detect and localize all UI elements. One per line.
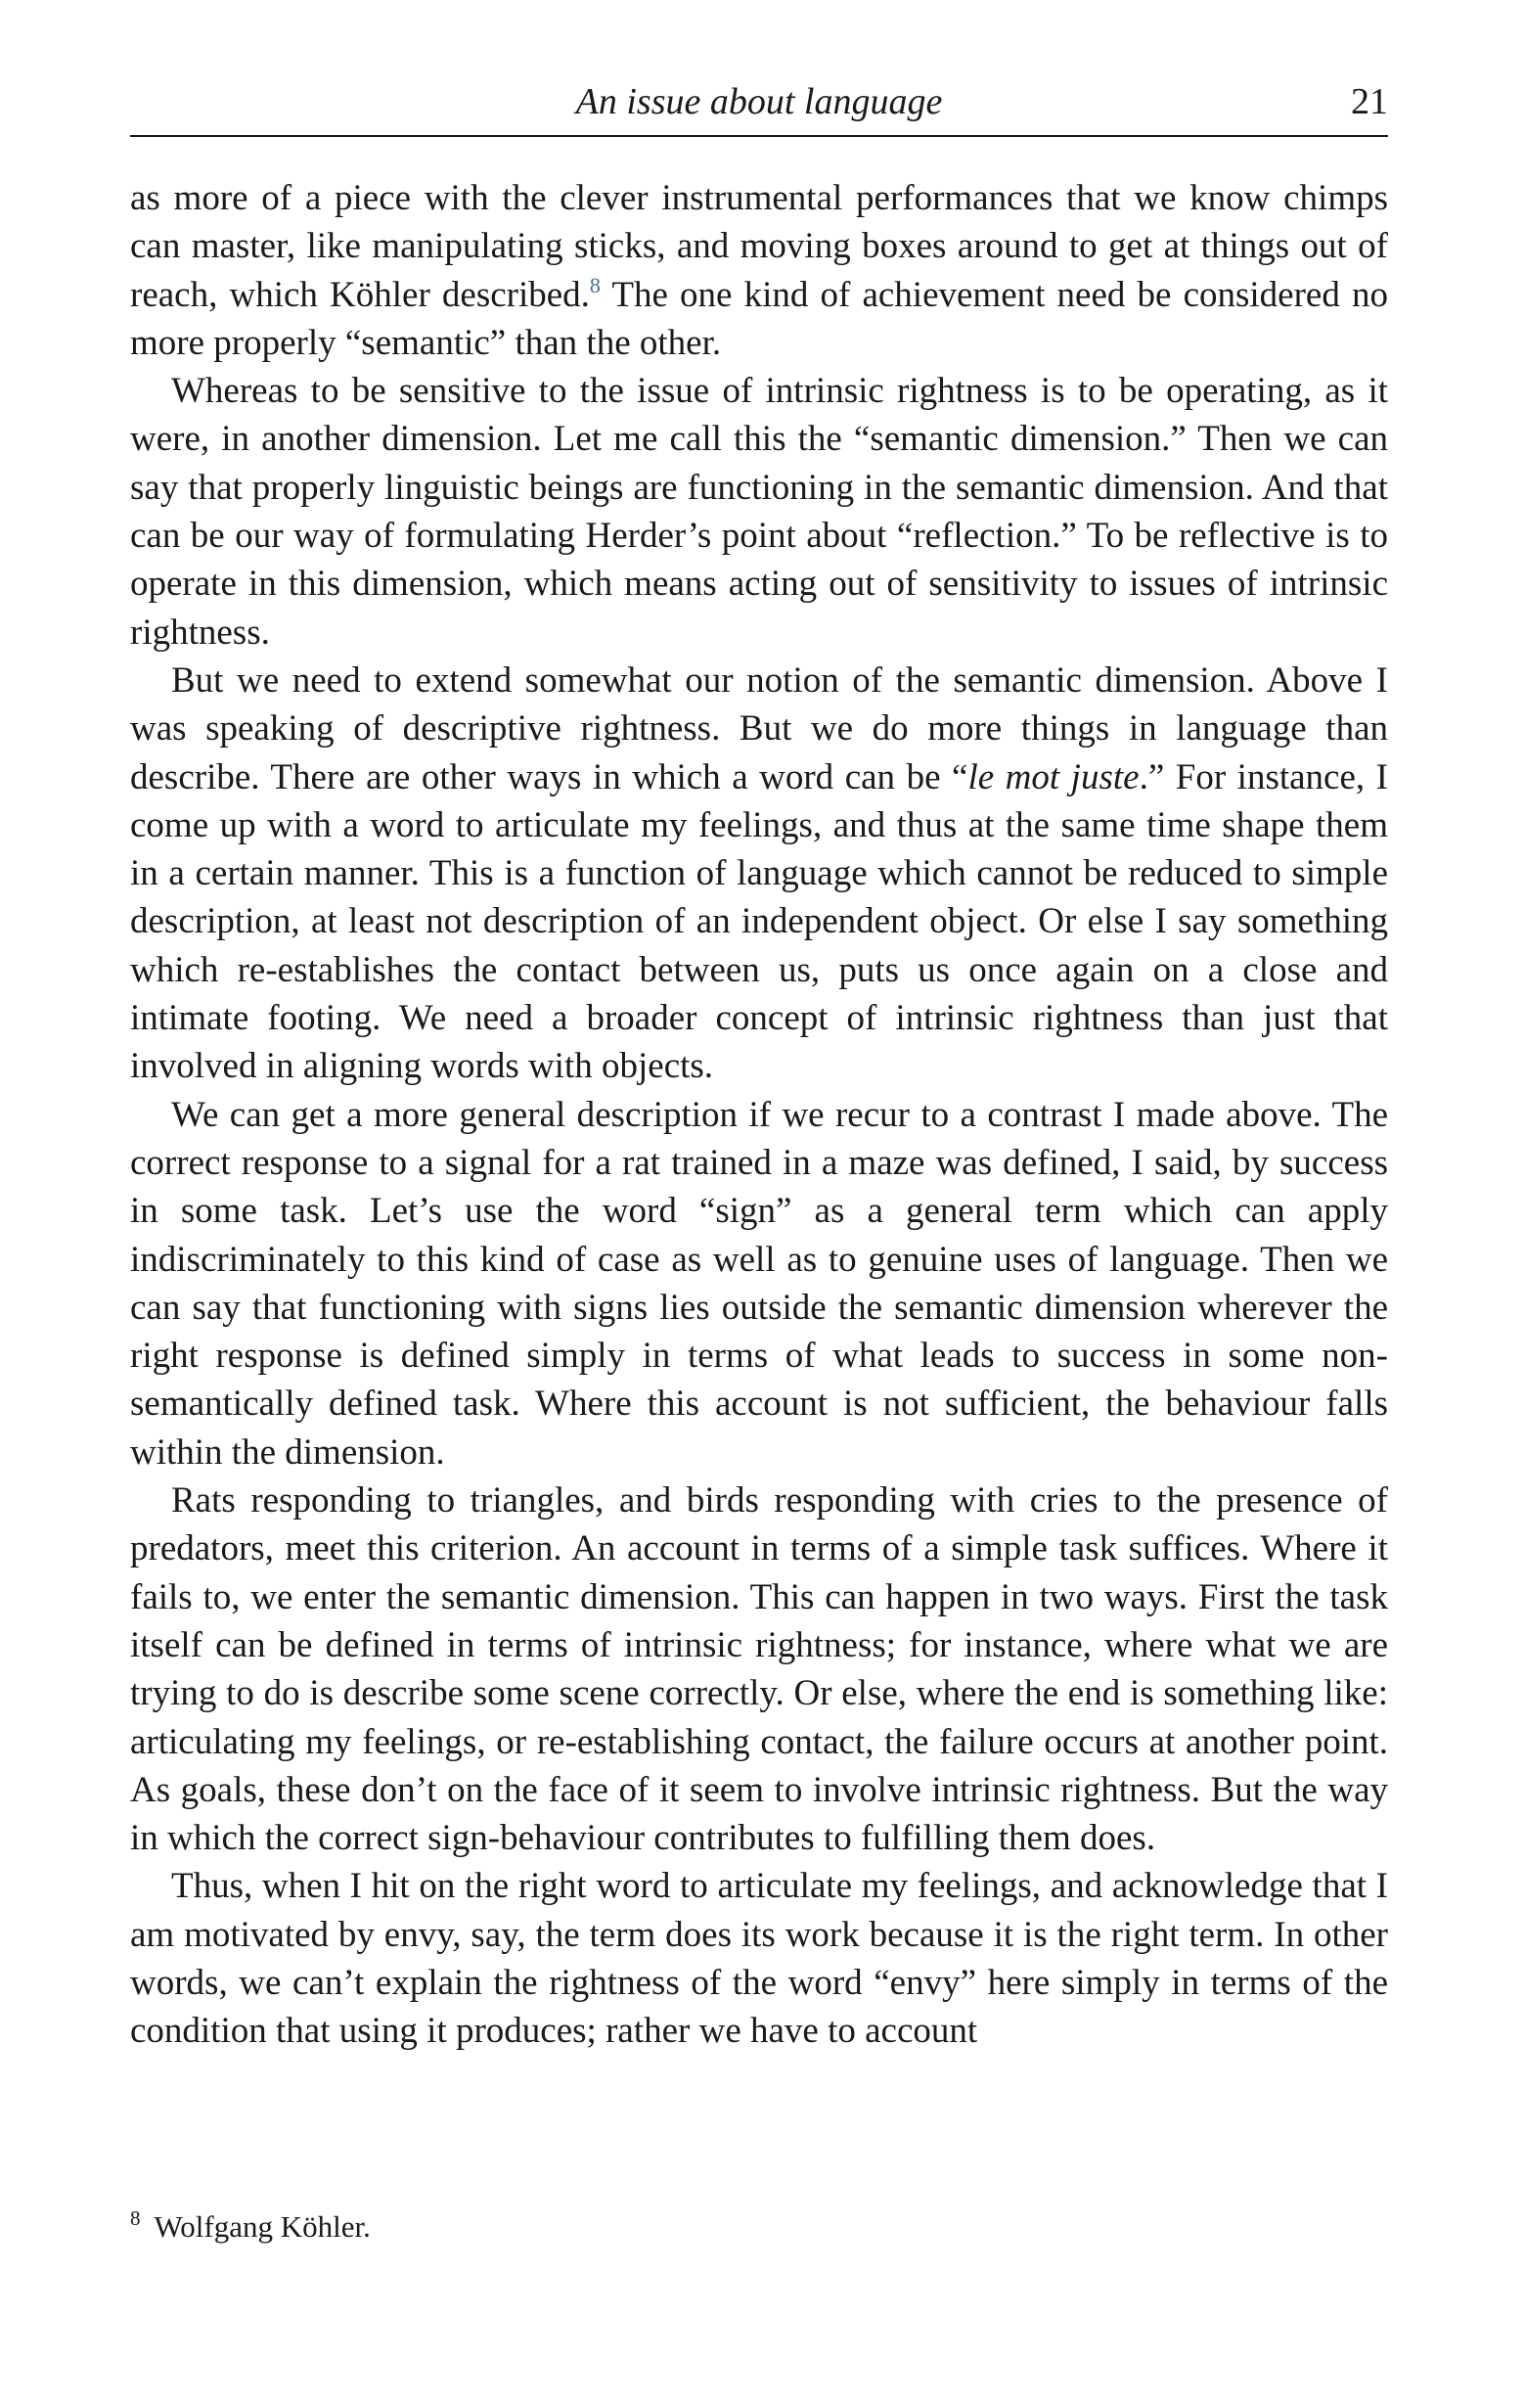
paragraph-3 <box>130 657 1388 1091</box>
paragraph-2: Whereas to be sensitive to the issue of intrinsic rightness is to be operating, as it were, in another dimension. Let me call this the “semantic dimension.” Then we can say that properly linguistic beings are functioning in the semantic dimension. And that can be our way of formulating Herder’s point about “reflection.” To be reflective is to operate in this dimension, which means acting out of sensitivity to issues of intrinsic rightness. <box>130 371 1388 653</box>
footnote-text: Wolfgang Köhler. <box>154 2209 371 2244</box>
page-number: 21 <box>1351 81 1388 122</box>
footnote <box>130 2207 1388 2247</box>
body-text <box>130 174 1388 2056</box>
paragraph-3-text-b: .” For instance, I come up with a word to articulate my feelings, and thus at the same time shape them in a certain manner. This is a function of language which cannot be reduced to simple description, at least not description of an independent object. Or else I say something which re-establishes the contact between us, puts us once again on a close and intimate footing. We need a broader concept of intrinsic rightness than just that involved in aligning words with objects. <box>130 756 1388 1087</box>
paragraph-1-text-b: The one kind of achievement need be considered no more properly “semantic” than the other. <box>130 274 1388 363</box>
running-title: An issue about language <box>575 81 943 122</box>
running-head <box>130 76 1388 127</box>
footnote-number: 8 <box>130 2206 141 2230</box>
footnote-reference[interactable]: 8 <box>589 272 601 297</box>
paragraph-6: Thus, when I hit on the right word to articulate my feelings, and acknowledge that I am motivated by envy, say, the term does its work because it is the right term. In other words, we can’t explain the rightness of the word “envy” here simply in terms of the condition that using it produces; rather we have to account <box>130 1866 1388 2052</box>
paragraph-5: Rats responding to triangles, and birds responding with cries to the presence of predators, meet this criterion. An account in terms of a simple task suffices. Where it fails to, we enter the semantic dimension. This can happen in two ways. First the task itself can be defined in terms of intrinsic rightness; for instance, where what we are trying to do is describe some scene correctly. Or else, where the end is something like: articulating my feelings, or re-establishing contact, the failure occurs at another point. As goals, these don’t on the face of it seem to involve intrinsic rightness. But the way in which the correct sign-behaviour contributes to fulfilling them does. <box>130 1480 1388 1859</box>
paragraph-1-text-a: as more of a piece with the clever instrumental performances that we know chimps can master, like manipulating sticks, and moving boxes around to get at things out of reach, which Köhler described. <box>130 178 1388 315</box>
paragraph-4: We can get a more general description if we recur to a contrast I made above. The correct response to a signal for a rat trained in a maze was defined, I said, by success in some task. Let’s use the word “sign” as a general term which can apply indiscriminately to this kind of case as well as to genuine uses of language. Then we can say that functioning with signs lies outside the semantic dimension wherever the right response is defined simply in terms of what leads to success in some non-semantically defined task. Where this account is not sufficient, the behaviour falls within the dimension. <box>130 1094 1388 1473</box>
emphasis-le-mot-juste: le mot juste <box>967 756 1140 797</box>
paragraph-3-text-a: But we need to extend somewhat our notion of the semantic dimension. Above I was speaking of descriptive rightness. But we do more things in language than describe. There are other ways in which a word can be “ <box>130 659 1388 797</box>
paragraph-1 <box>130 174 1388 367</box>
header-rule <box>130 135 1388 137</box>
